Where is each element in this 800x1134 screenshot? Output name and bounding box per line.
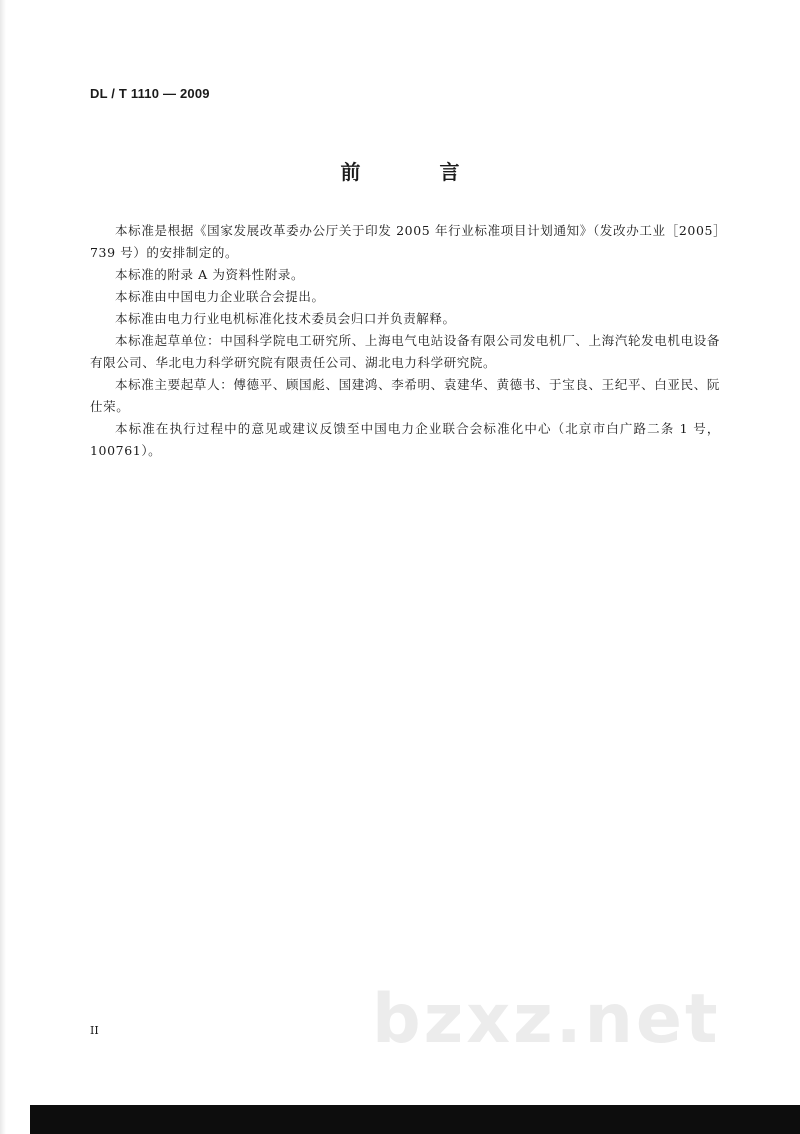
foreword-body — [90, 220, 720, 462]
paragraph-proposer: 本标准由中国电力企业联合会提出。 — [115, 289, 325, 304]
paragraph-appendix: 本标准的附录 A 为资料性附录。 — [115, 267, 305, 282]
watermark: bzxz.net — [372, 980, 721, 1059]
document-code: DL / T 1110 — 2009 — [90, 86, 210, 101]
paragraph-basis: 本标准是根据《国家发展改革委办公厅关于印发 2005 年行业标准项目计划通知》（发改办工业［2005］739 号）的安排制定的。 — [90, 223, 720, 260]
page-number: II — [90, 1024, 99, 1037]
paragraph-committee: 本标准由电力行业电机标准化技术委员会归口并负责解释。 — [115, 311, 456, 326]
bottom-scan-bar — [30, 1105, 800, 1134]
page-title: 前 言 — [340, 160, 496, 184]
paragraph-drafting-units: 本标准起草单位：中国科学院电工研究所、上海电气电站设备有限公司发电机厂、上海汽轮发电机电设备有限公司、华北电力科学研究院有限责任公司、湖北电力科学研究院。 — [90, 333, 720, 370]
paragraph-drafters: 本标准主要起草人：傅德平、顾国彪、国建鸿、李希明、袁建华、黄德书、于宝良、王纪平、白亚民、阮仕荣。 — [90, 377, 720, 414]
paragraph-feedback: 本标准在执行过程中的意见或建议反馈至中国电力企业联合会标准化中心（北京市白广路二条 1 号，100761）。 — [90, 421, 720, 458]
